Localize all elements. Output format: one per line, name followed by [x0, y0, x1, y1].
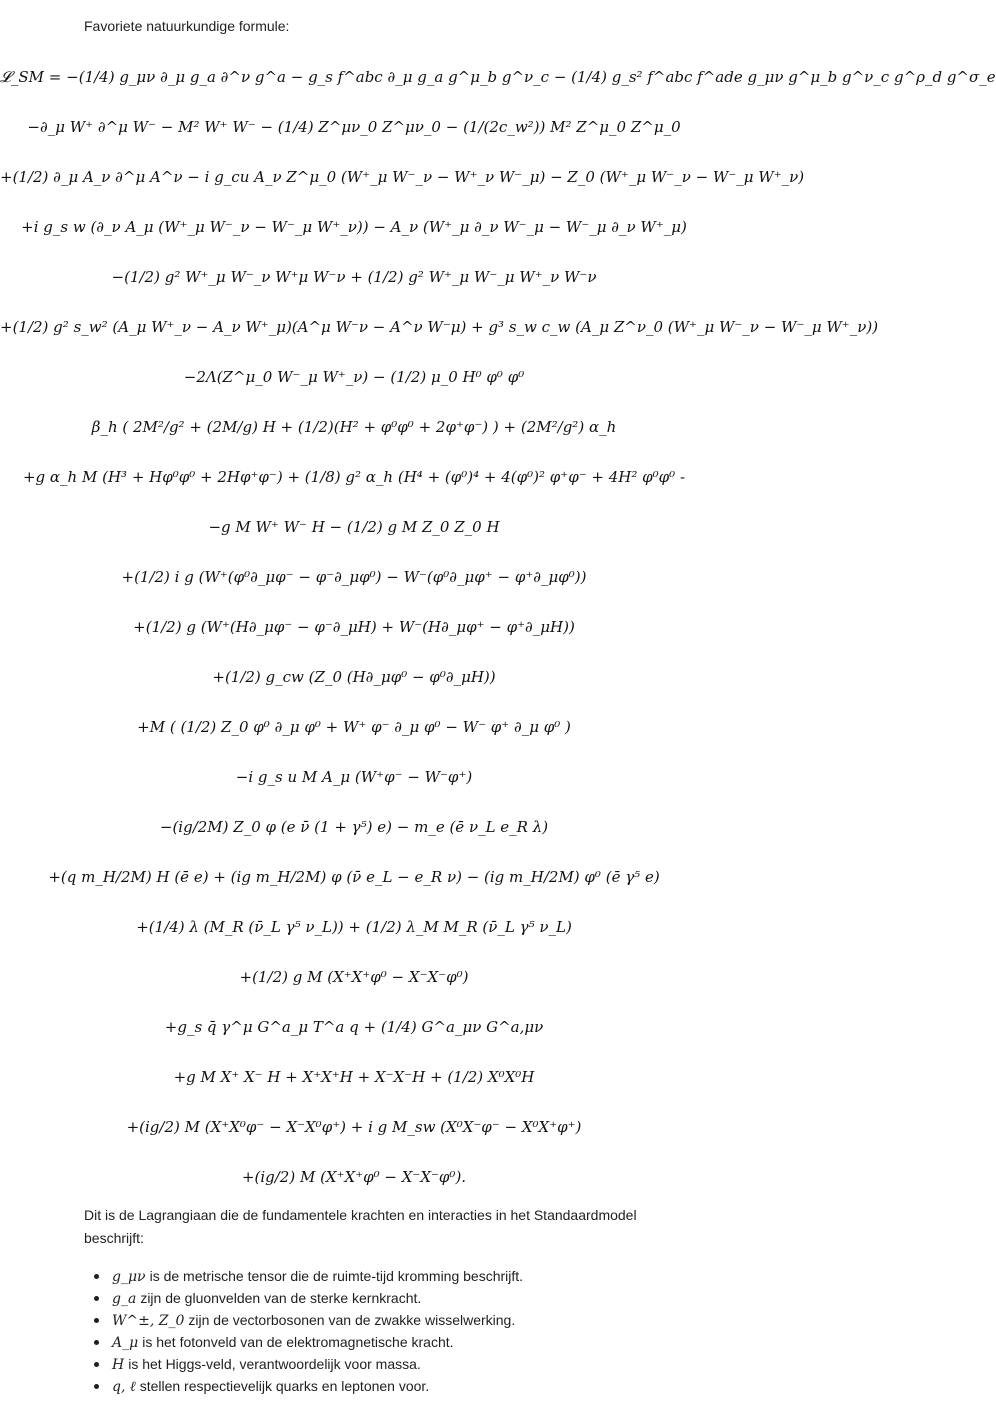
equation-line: −i g_s u M A_μ (W⁺φ⁻ − W⁻φ⁺) [235, 768, 473, 786]
equation-line: +g α_h M (H³ + Hφ⁰φ⁰ + 2Hφ⁺φ⁻) + (1/8) g² α_h (H⁴ + (φ⁰)⁴ + 4(φ⁰)² φ⁺φ⁻ + 4H² φ⁰φ⁰ - [22, 468, 686, 486]
list-item-text: is het Higgs-veld, verantwoordelijk voor massa. [128, 1356, 421, 1372]
symbol: g_a [112, 1291, 137, 1307]
equation-line: −2Λ(Z^μ_0 W⁻_μ W⁺_ν) − (1/2) μ_0 H⁰ φ⁰ φ⁰ [183, 368, 525, 386]
description-text: Dit is de Lagrangiaan die de fundamentele krachten en interacties in het Standaardmodel beschrijft: [84, 1207, 637, 1246]
equation-line: +g M X⁺ X⁻ H + X⁺X⁺H + X⁻X⁻H + (1/2) X⁰X⁰H [173, 1068, 535, 1086]
equation-block [0, 52, 996, 1202]
equation-line: +(1/2) g M (X⁺X⁺φ⁰ − X⁻X⁻φ⁰) [239, 968, 469, 986]
equation-line: +(1/2) g (W⁺(H∂_μφ⁻ − φ⁻∂_μH) + W⁻(H∂_μφ⁺ − φ⁺∂_μH)) [133, 618, 575, 636]
symbol: q, ℓ [112, 1379, 136, 1395]
equation-line: +(1/2) i g (W⁺(φ⁰∂_μφ⁻ − φ⁻∂_μφ⁰) − W⁻(φ⁰∂_μφ⁺ − φ⁺∂_μφ⁰)) [121, 568, 587, 586]
equation-line: 𝓛_SM = −(1/4) g_μν ∂_μ g_a ∂^ν g^a − g_s f^abc ∂_μ g_a g^μ_b g^ν_c − (1/4) g_s² f^abc f^ade g_μν g^μ_b g^ν_c g^ρ_d g^σ_e [0, 68, 996, 86]
equation-line: −(ig/2M) Z_0 φ (e ν̄ (1 + γ⁵) e) − m_e (ē ν_L e_R λ) [159, 818, 549, 836]
equation-line: −(1/2) g² W⁺_μ W⁻_ν W⁺μ W⁻ν + (1/2) g² W⁺_μ W⁻_μ W⁺_ν W⁻ν [111, 268, 597, 286]
symbol: g_μν [112, 1269, 146, 1285]
equation-line: +(q m_H/2M) H (ē e) + (ig m_H/2M) φ (ν̄ e_L − e_R ν) − (ig m_H/2M) φ⁰ (ē γ⁵ e) [48, 868, 660, 886]
list-item [92, 1375, 692, 1397]
list-item [92, 1353, 692, 1375]
equation-line: β_h ( 2M²/g² + (2M/g) H + (1/2)(H² + φ⁰φ⁰ + 2φ⁺φ⁻) ) + (2M²/g²) α_h [91, 418, 617, 436]
list-item [92, 1309, 692, 1331]
equation-line: +(1/2) g_cw (Z_0 (H∂_μφ⁰ − φ⁰∂_μH)) [212, 668, 496, 686]
list-item-text: zijn de vectorbosonen van de zwakke wisselwerking. [188, 1312, 516, 1328]
equation-line: +(1/4) λ (M_R (ν̄_L γ⁵ ν_L)) + (1/2) λ_M M_R (ν̄_L γ⁵ ν_L) [136, 918, 572, 936]
equation-line: +i g_s w (∂_ν A_μ (W⁺_μ W⁻_ν − W⁻_μ W⁺_ν)) − A_ν (W⁺_μ ∂_ν W⁻_μ − W⁻_μ ∂_ν W⁺_μ) [21, 218, 687, 236]
list-item [92, 1331, 692, 1353]
intro-text: Favoriete natuurkundige formule: [84, 18, 290, 34]
list-item [92, 1265, 692, 1287]
list-item [92, 1287, 692, 1309]
equation-line: −∂_μ W⁺ ∂^μ W⁻ − M² W⁺ W⁻ − (1/4) Z^μν_0 Z^μν_0 − (1/(2c_w²)) M² Z^μ_0 Z^μ_0 [27, 118, 681, 136]
equation-line: +(1/2) ∂_μ A_ν ∂^μ A^ν − i g_cu A_ν Z^μ_0 (W⁺_μ W⁻_ν − W⁺_ν W⁻_μ) − Z_0 (W⁺_μ W⁻_ν − W⁻_μ W⁺_ν) [0, 168, 805, 186]
equation-line: +(ig/2) M (X⁺X⁰φ⁻ − X⁻X⁰φ⁺) + i g M_sw (X⁰X⁻φ⁻ − X⁰X⁺φ⁺) [126, 1118, 582, 1136]
equation-line: +M ( (1/2) Z_0 φ⁰ ∂_μ φ⁰ + W⁺ φ⁻ ∂_μ φ⁰ − W⁻ φ⁺ ∂_μ φ⁰ ) [137, 718, 571, 736]
symbol: A_μ [112, 1335, 139, 1351]
list-item-text: stellen respectievelijk quarks en leptonen voor. [139, 1378, 430, 1394]
equation-line: +(1/2) g² s_w² (A_μ W⁺_ν − A_ν W⁺_μ)(A^μ W⁻ν − A^ν W⁻μ) + g³ s_w c_w (A_μ Z^ν_0 (W⁺_μ W⁻_ν − W⁻_μ W⁺_ν)) [0, 318, 879, 336]
equation-line: +(ig/2) M (X⁺X⁺φ⁰ − X⁻X⁻φ⁰). [241, 1168, 467, 1186]
list-item-text: is de metrische tensor die de ruimte-tijd kromming beschrijft. [149, 1268, 524, 1284]
symbol: H [112, 1357, 125, 1373]
symbol-list [92, 1265, 692, 1397]
list-item-text: is het fotonveld van de elektromagnetische kracht. [142, 1334, 454, 1350]
equation-line: −g M W⁺ W⁻ H − (1/2) g M Z_0 Z_0 H [208, 518, 500, 536]
list-item-text: zijn de gluonvelden van de sterke kernkracht. [140, 1290, 422, 1306]
symbol: W^±, Z_0 [112, 1313, 185, 1329]
equation-line: +g_s q̄ γ^μ G^a_μ T^a q + (1/4) G^a_μν G^a,μν [164, 1018, 544, 1036]
